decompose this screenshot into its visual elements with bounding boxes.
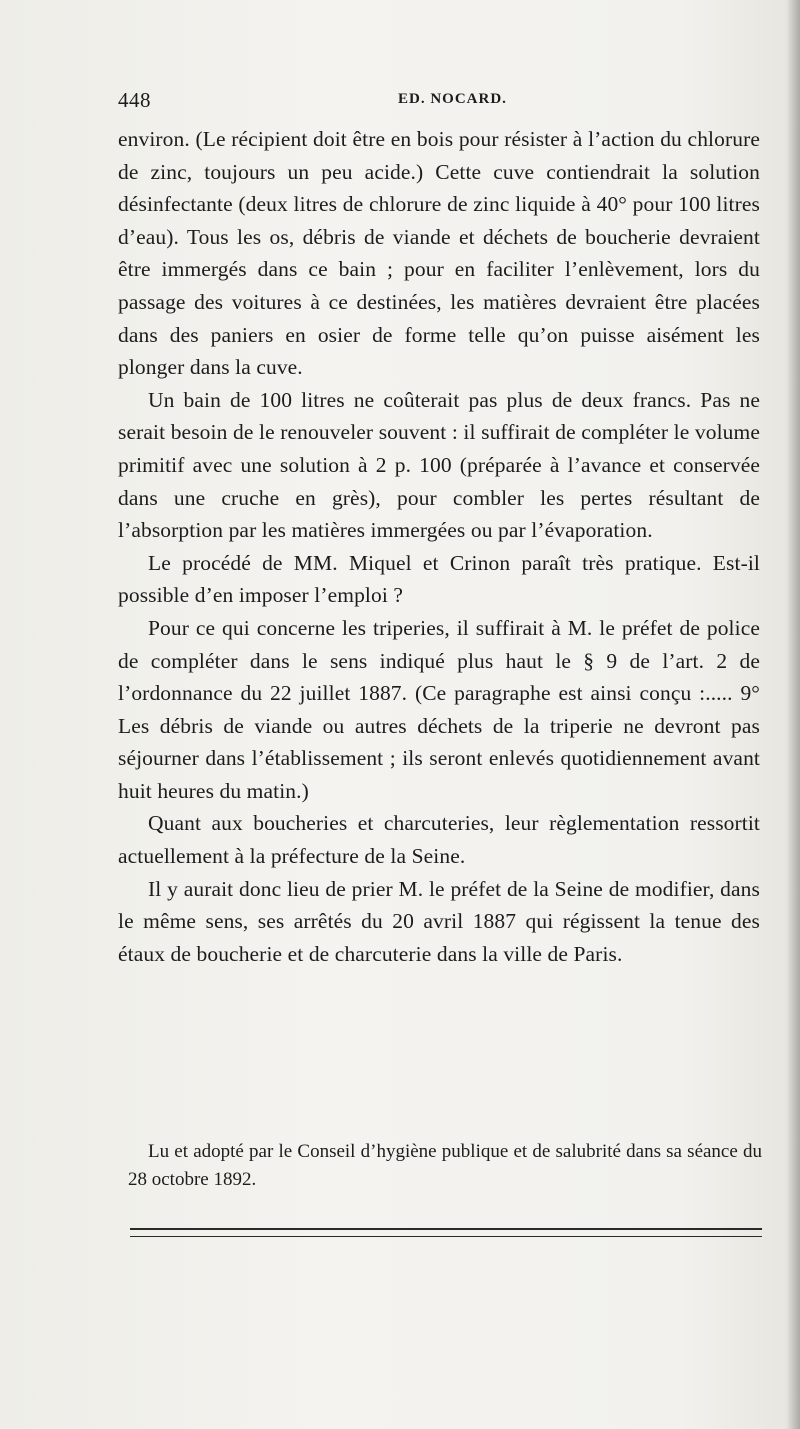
section-rule-thick (130, 1228, 762, 1230)
adoption-note-text: Lu et adopté par le Conseil d’hygiène publique et de salubrité dans sa séance du 28 octobre 1892. (128, 1141, 762, 1190)
page-header (118, 88, 758, 118)
page-number: 448 (118, 88, 151, 112)
adoption-note (128, 1138, 762, 1194)
page-edge-shadow (786, 0, 800, 1429)
running-head: ED. NOCARD. (398, 91, 507, 107)
paragraph-procedure: Le procédé de MM. Miquel et Crinon paraît très pratique. Est-il possible d’en imposer l’emploi ? (118, 550, 760, 608)
paragraph-boucheries: Quant aux boucheries et charcuteries, leur règlementation ressortit actuellement à la préfecture de la Seine. (118, 811, 760, 869)
section-rule-thin (130, 1236, 762, 1237)
paragraph-continuation: environ. (Le récipient doit être en bois pour résister à l’action du chlorure de zinc, toujours un peu acide.) Cette cuve contiendrait la solution désinfectante (deux litres de chlorure de zinc liquide à 40° pour 100 litres d’eau). Tous les os, débris de viande et déchets de boucherie devraient être immergés dans ce bain ; pour en faciliter l’enlèvement, lors du passage des voitures à ce destinées, les matières devraient être placées dans des paniers en osier de forme telle qu’on puisse aisément les plonger dans la cuve. (118, 127, 760, 380)
paragraph-prefet-seine: Il y aurait donc lieu de prier M. le préfet de la Seine de modifier, dans le même sens, ses arrêtés du 20 avril 1887 qui régissent la tenue des étaux de boucherie et de charcuterie dans la ville de Paris. (118, 876, 760, 966)
paragraph-triperies: Pour ce qui concerne les triperies, il suffirait à M. le préfet de police de compléter dans le sens indiqué plus haut le § 9 de l’art. 2 de l’ordonnance du 22 juillet 1887. (Ce paragraphe est ainsi conçu :..... 9° Les débris de viande ou autres déchets de la triperie ne devront pas séjourner dans l’établissement ; ils seront enlevés quotidiennement avant huit heures du matin.) (118, 615, 760, 803)
paragraph-cost: Un bain de 100 litres ne coûterait pas plus de deux francs. Pas ne serait besoin de le renouveler souvent : il suffirait de compléter le volume primitif avec une solution à 2 p. 100 (préparée à l’avance et conservée dans une cruche en grès), pour combler les pertes résultant de l’absorption par les matières immergées ou par l’évaporation. (118, 387, 760, 543)
body-text (118, 123, 760, 970)
